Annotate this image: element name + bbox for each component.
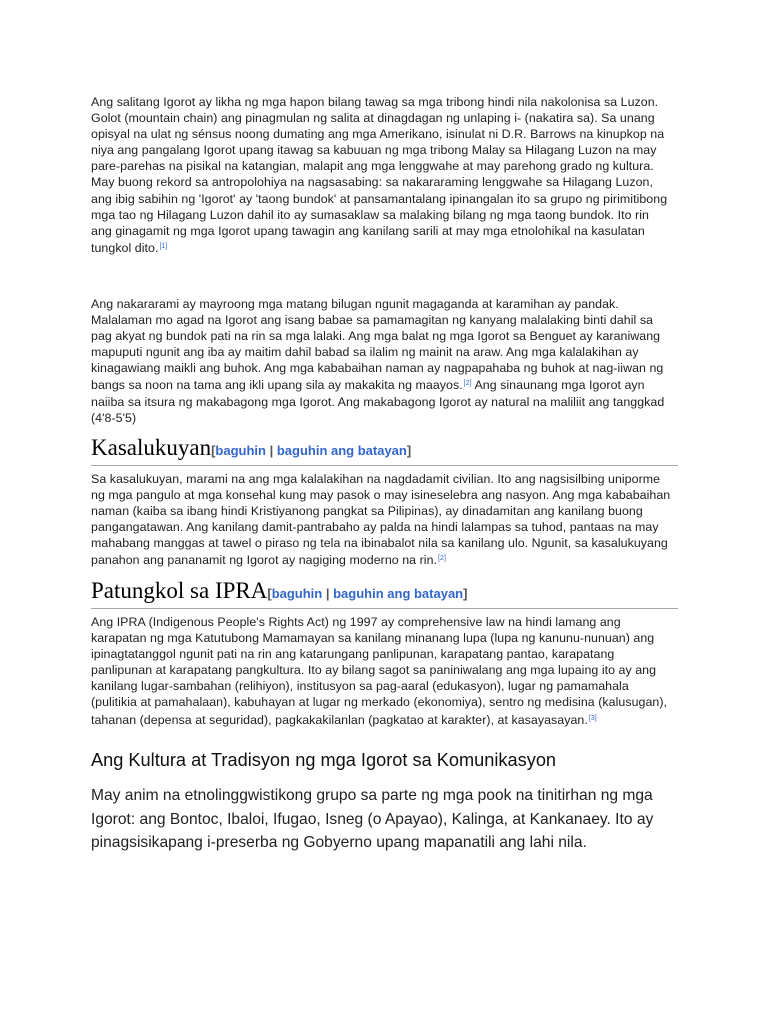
section-body-text: Sa kasalukuyan, marami na ang mga kalalakihan na nagdadamit civilian. Ito ang nagsisilbing uniporme ng mga pangulo at mga konsehal kung may pasok o may isineselebra ang nasyon. Ang mga kababaihan naman (kaiba sa ibang hindi Kristiyanong pangkat sa Pilipinas), ay dinadamitan ang kanilang buong pangangatawan. Ang kanilang damit-pantrabaho ay palda na hindi lalampas sa tuhod, pantaas na may mahabang manggas at tawel o piraso ng tela na ibinabalot nila sa kanilang ulo. Ngunit, sa kasalukuyang panahon ang pananamit ng Igorot ay nagiging moderno na rin. — [91, 472, 671, 568]
edit-separator: | — [265, 443, 277, 458]
reference-link-1[interactable]: [1] — [159, 242, 168, 250]
edit-bracket-open: [ — [211, 443, 216, 458]
edit-separator: | — [322, 586, 334, 601]
section-heading-kasalukuyan — [91, 434, 678, 466]
intro-paragraph-2-text-b: Ang sinaunang mga Igorot ayn naiiba sa itsura ng makabagong mga Igorot. Ang makabagong Igorot ay natural na maliliit ang tanggkad (4'8-5'5) — [91, 378, 665, 425]
intro-paragraph-2-text-a: Ang nakararami ay mayroong mga matang bilugan ngunit magaganda at karamihan ay pandak. Malalaman mo agad na Igorot ang isang babae sa pamamagitan ng kanyang malalaking binti dahil sa pag akyat ng bundok pati na rin sa mga lalaki. Ang mga balat ng mga Igorot sa Benguet ay karaniwang mapuputi ngunit ang iba ay maitim dahil babad sa ilalim ng mainit na araw. Ang mga kalalakihan ay kinagawiang maikli ang buhok. Ang mga kababaihan naman ay nagpapahaba ng buhok at nag-iiwan ng bangs sa noon na tama ang ikli upang sila ay makakita ng maayos. — [91, 297, 664, 393]
edit-link[interactable]: baguhin — [271, 586, 323, 601]
intro-paragraph-1 — [91, 94, 671, 256]
reference-link-2[interactable]: [2] — [463, 380, 472, 388]
section-heading-kultura: Ang Kultura at Tradisyon ng mga Igorot sa Komunikasyon — [91, 750, 557, 770]
edit-section-links — [267, 586, 467, 601]
edit-source-link[interactable]: baguhin ang batayan — [333, 586, 464, 601]
section-title: Patungkol sa IPRA — [91, 578, 268, 603]
section-body-ipra — [91, 614, 671, 728]
edit-link[interactable]: baguhin — [215, 443, 266, 458]
edit-section-links — [211, 443, 411, 458]
section-heading-ipra — [91, 577, 678, 609]
section-body-kasalukuyan — [91, 471, 671, 569]
section-body-text: Ang IPRA (Indigenous People's Rights Act) ng 1997 ay comprehensive law na hindi lamang ang karapatan ng mga Katutubong Mamamayan sa kanilang minanang lupa (lupa ng kanunu-nunuan) ang ipinagtatanggol ngunit pati na rin ang katarungang panlipunan, karapatang pantao, karapatang panlipunan at karapatang pangkultura. Ito ay bilang sagot sa paniniwalang ang mga lupaing ito ay ang kanilang lugar-sambahan (relihiyon), institusyon sa pag-aaral (edukasyon), lugar ng pamamahala (pulitikia at pamahalaan), kabuhayan at lugar ng merkado (ekonomiya), sentro ng medisina (kalusugan), tahanan (depensa at seguridad), pagkakakilanlan (pagkatao at karakter), at kasayasayan. — [91, 615, 668, 727]
edit-bracket-open: [ — [267, 586, 272, 601]
section-body-kultura: May anim na etnolinggwistikong grupo sa parte ng mga pook na tinitirhan ng mga Igorot: ang Bontoc, Ibaloi, Ifugao, Isneg (o Apayao), Kalinga, at Kankanaey. Ito ay pinagsisikapang i-preserba ng Gobyerno upang mapanatili ang lahi nila. — [91, 787, 654, 852]
edit-source-link[interactable]: baguhin ang batayan — [276, 443, 407, 458]
intro-paragraph-1-text: Ang salitang Igorot ay likha ng mga hapon bilang tawag sa mga tribong hindi nila nakolonisa sa Luzon. Golot (mountain chain) ang pinagmulan ng salita at dinagdagan ng unlaping i- (nakatira sa). Sa unang opisyal na ulat ng sénsus noong dumating ang mga Amerikano, isinulat ni D.R. Barrows na kinupkop na niya ang pangalang Igorot upang itawag sa kabuuan ng mga tribong Malay sa Hilagang Luzon na may pare-parehas na pisikal na katangian, malapit ang mga lenggwahe at may parehong grado ng kultura. May buong rekord sa antropolohiya na nagsasabing: sa nakararaming lenggwahe sa Hilagang Luzon, ang ibig sabihin ng 'Igorot' ay 'taong bundok' at pansamantalang ipinangalan ito sa grupo ng pirimitibong mga tao ng Hilagang Luzon dahil ito ay sumasaklaw sa malaking bilang ng mga taong bundok. Ito rin ang ginagamit ng mga Igorot upang tawagin ang kanilang sarili at may mga etnolohikal na kasulatan tungkol dito. — [91, 95, 668, 255]
intro-paragraph-2 — [91, 296, 671, 426]
reference-link-3[interactable]: [2] — [438, 555, 446, 563]
edit-bracket-close: ] — [406, 443, 412, 458]
edit-bracket-close: ] — [463, 586, 468, 601]
reference-link-4[interactable]: [3] — [588, 714, 597, 722]
section-title: Kasalukuyan — [91, 435, 212, 460]
